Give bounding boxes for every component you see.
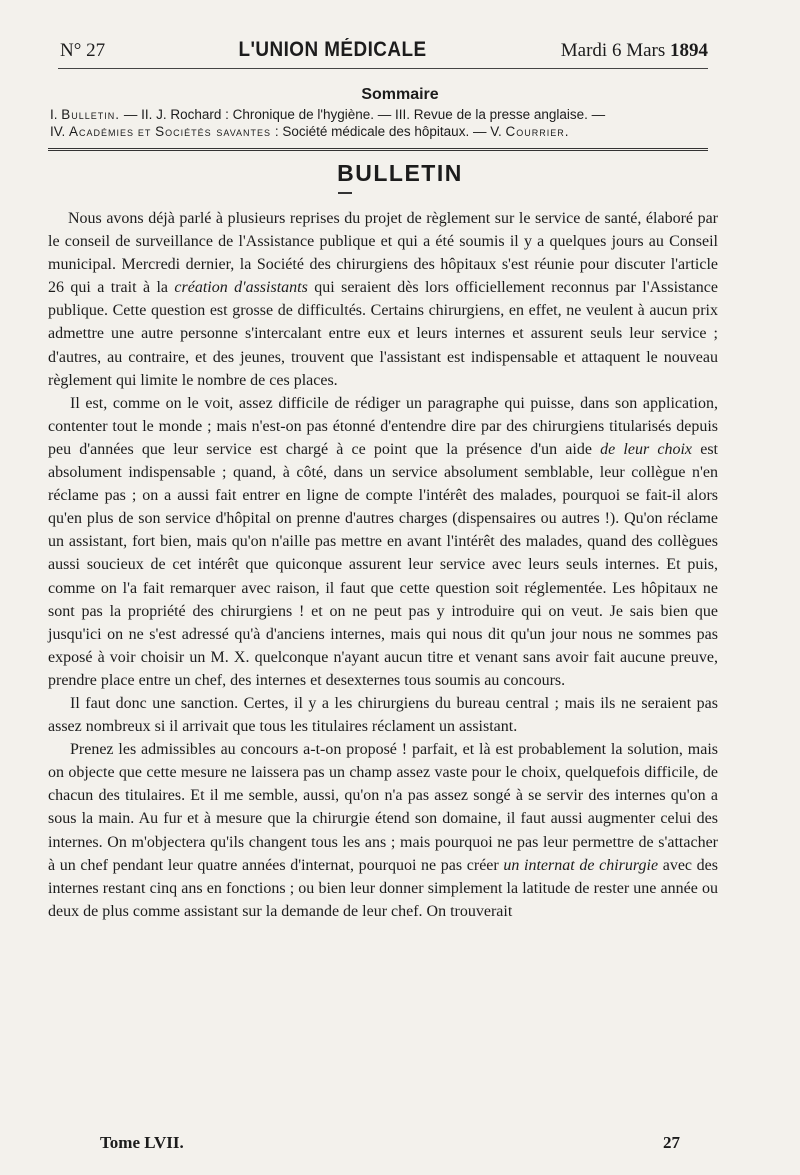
sommaire-line-1 <box>50 106 720 123</box>
sommaire-rest-1: — II. J. Rochard : Chronique de l'hygiène. — III. Revue de la presse anglaise. — <box>123 107 606 122</box>
sommaire-rest-2: : Société médicale des hôpitaux. — V. <box>274 124 502 139</box>
page-number: 27 <box>663 1133 680 1152</box>
sommaire-line-2 <box>50 123 720 140</box>
bulletin-title: BULLETIN <box>337 160 463 186</box>
paragraph-1-text-b: qui seraient dès lors officiellement reconnus par l'Assistance publique. Cette question est grosse de difficultés. Certains chirurgiens, en effet, ne veulent à aucun prix admettre une autre personne s'intercalant entre eux et leurs internes et assurent seuls leur service ; d'autres, au contraire, et des jeunes, trouvent que l'assistant est indispensable et attaquent le nouveau règlement qui limite le nombre de ces places. <box>48 279 719 389</box>
sommaire-prefix-1: I. <box>50 107 58 122</box>
paragraph-2-text-b: est absolument indispensable ; quand, à côté, dans un service absolument semblable, leur collègue n'en réclame pas ; on a aussi fait entrer en ligne de compte l'intérêt des malades, pourquoi se fait-il alors qu'en plus de son service d'hôpital on prenne d'autres charges (dispensaires ou autres !). Qu'on réclame un assistant, fort bien, mais qu'on n'aille pas mettre en avant l'intérêt des malades, quand des collègues aussi soucieux de cet intérêt que quiconque assurent leur service avec leurs seuls internes. Et puis, comme on l'a fait remarquer avec raison, il faut que cette question soit réglementée. Les hôpitaux ne sont pas la propriété des chirurgiens ! et on ne peut pas y introduire qui on veut. Je sais bien que jusqu'ici on ne s'est adressé qu'à d'anciens internes, mais qui nous dit qu'un jour nous ne sommes pas exposé à voir choisir un M. X. quelconque n'ayant aucun titre et venant sans avoir fait aucune preuve, prendre place entre un chef, des internes et desexternes tous soumis au concours. <box>48 440 718 689</box>
sommaire-contents <box>50 106 720 140</box>
sommaire-et: et <box>137 124 152 139</box>
issue-date-year: 1894 <box>670 40 708 61</box>
sommaire-prefix-2: IV. <box>50 124 66 139</box>
issue-date <box>561 40 708 62</box>
paragraph-4 <box>48 738 718 923</box>
paragraph-1-text-a: Nous avons déjà parlé à plusieurs reprises du projet de règlement sur le service de santé, élaboré par le conseil de surveillance de l'Assistance publique et qui a été soumis il y a quelques jours au Conseil municipal. Mercredi dernier, la Société des chirurgiens des hôpitaux s'est réunie pour discuter l'article 26 qui a trait à la <box>48 210 718 297</box>
tome-label: Tome LVII. <box>100 1133 184 1152</box>
paragraph-2-text-a: Il est, comme on le voit, assez difficile de rédiger un paragraphe qui puisse, dans son application, contenter tout le monde ; mais n'est-on pas étonné d'entendre dire par des chirurgiens titularisés depuis peu d'années que leur service est chargé à ce point que la présence d'un aide <box>48 394 718 458</box>
paragraph-4-italic: un internat de chirurgie <box>503 856 659 874</box>
sommaire-courrier: Courrier. <box>505 124 570 139</box>
issue-number: N° 27 <box>60 40 106 61</box>
header-rule <box>58 68 708 69</box>
issue-date-day: Mardi 6 Mars <box>560 40 666 61</box>
paragraph-4-text-a: Prenez les admissibles au concours a-t-on proposé ! parfait, et là est probablement la solution, mais on objecte que cette mesure ne laissera pas un champ assez vaste pour le choix, quelquefois difficile, de chacun des titulaires. Et il me semble, aussi, qu'on n'a pas assez songé à se servir des internes qu'on a sous la main. Au fur et à mesure que la chirurgie étend son domaine, il faut aussi augmenter celui des internes. On m'objectera qu'ils changent tous les ans ; mais pourquoi ne pas leur permettre de s'attacher à un chef pendant leur quatre années d'internat, pourquoi ne pas créer <box>48 741 718 874</box>
article-body <box>48 207 718 923</box>
sommaire-title: Sommaire <box>361 86 439 103</box>
sommaire-societes: Sociétés savantes <box>155 124 272 139</box>
sommaire-academies: Académies <box>69 124 135 139</box>
paragraph-2-italic: de leur choix <box>600 440 693 458</box>
page-footer <box>100 1133 680 1153</box>
paragraph-2 <box>48 392 718 692</box>
paragraph-4-text-b: avec des internes restant cinq ans en fonctions ; ou bien leur donner simplement la latitude de rester une année ou deux de plus comme assistant sur la demande de leur chef. On trouverait <box>48 856 718 920</box>
sommaire-rule <box>48 148 708 151</box>
title-dash <box>338 192 352 194</box>
paragraph-1-italic: création d'assistants <box>174 279 308 297</box>
paragraph-1 <box>48 207 718 392</box>
paragraph-3: Il faut donc une sanction. Certes, il y a les chirurgiens du bureau central ; mais ils ne seraient pas assez nombreux si il arrivait que tous les titulaires réclament un assistant. <box>48 694 718 736</box>
sommaire-bulletin: Bulletin. <box>61 107 121 122</box>
running-header <box>60 38 708 62</box>
journal-title: L'UNION MÉDICALE <box>238 38 427 61</box>
